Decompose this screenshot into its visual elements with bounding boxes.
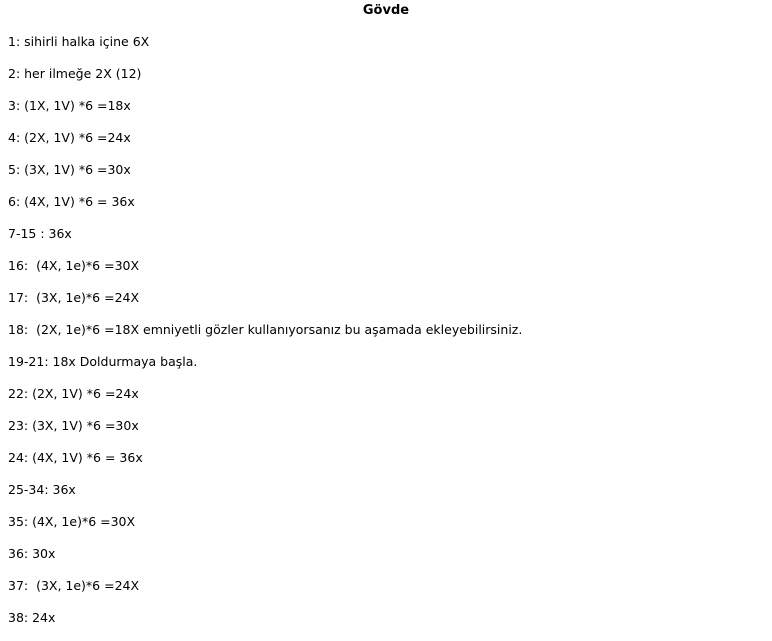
pattern-row: 2: her ilmeğe 2X (12) — [8, 66, 142, 81]
pattern-row: 4: (2X, 1V) *6 =24x — [8, 130, 131, 145]
pattern-row: 3: (1X, 1V) *6 =18x — [8, 98, 131, 113]
pattern-row: 1: sihirli halka içine 6X — [8, 34, 150, 49]
pattern-row: 6: (4X, 1V) *6 = 36x — [8, 194, 135, 209]
pattern-row: 7-15 : 36x — [8, 226, 72, 241]
section-title: Gövde — [362, 3, 410, 18]
pattern-rows-list — [8, 33, 522, 641]
pattern-row: 18: (2X, 1e)*6 =18X emniyetli gözler kullanıyorsanız bu aşamada ekleyebilirsiniz. — [8, 322, 523, 337]
pattern-row: 35: (4X, 1e)*6 =30X — [8, 514, 136, 529]
pattern-row: 38: 24x — [8, 610, 56, 625]
pattern-row: 24: (4X, 1V) *6 = 36x — [8, 450, 143, 465]
pattern-row: 22: (2X, 1V) *6 =24x — [8, 386, 139, 401]
pattern-row: 17: (3X, 1e)*6 =24X — [8, 290, 140, 305]
pattern-row: 16: (4X, 1e)*6 =30X — [8, 258, 140, 273]
pattern-row: 23: (3X, 1V) *6 =30x — [8, 418, 139, 433]
pattern-row: 25-34: 36x — [8, 482, 76, 497]
pattern-row: 5: (3X, 1V) *6 =30x — [8, 162, 131, 177]
pattern-row: 19-21: 18x Doldurmaya başla. — [8, 354, 198, 369]
pattern-row: 37: (3X, 1e)*6 =24X — [8, 578, 140, 593]
pattern-row: 36: 30x — [8, 546, 56, 561]
